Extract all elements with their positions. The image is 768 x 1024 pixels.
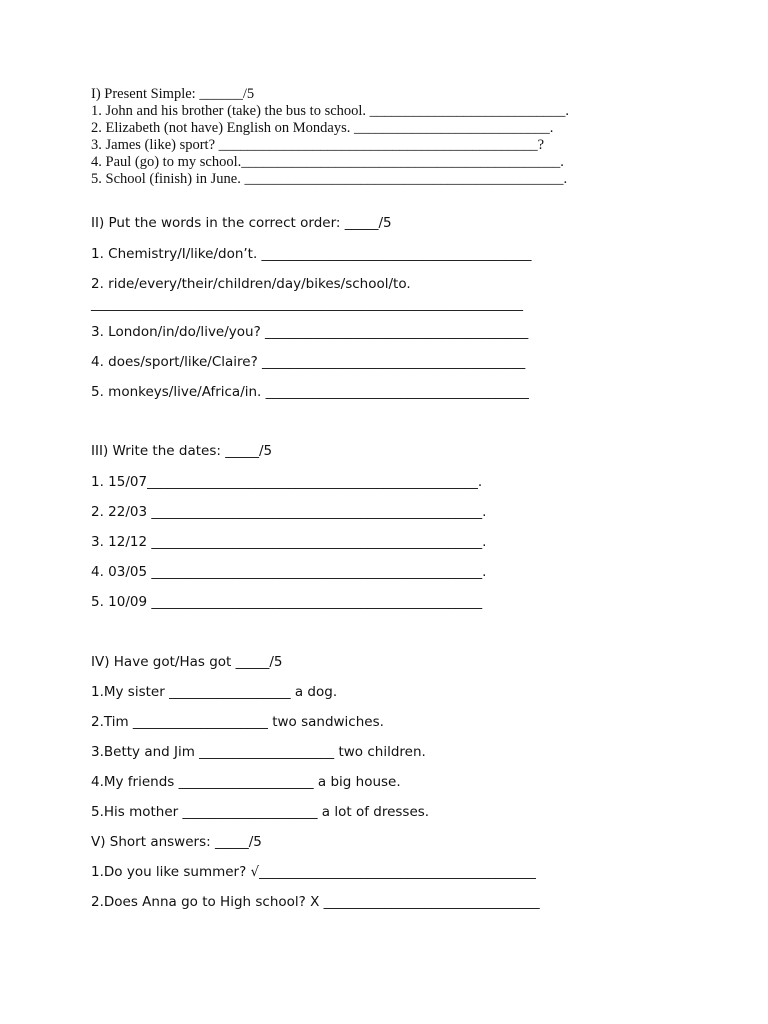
exercise-item: 3. 12/12 _________________________________________________. (91, 534, 487, 550)
exercise-item: 1. Chemistry/I/like/don’t. ________________________________________ (91, 246, 532, 262)
exercise-item: 2. Elizabeth (not have) English on Mondays. ___________________________. (91, 120, 554, 136)
exercise-item: 1. John and his brother (take) the bus to school. ___________________________. (91, 103, 570, 119)
exercise-item: 5. School (finish) in June. ____________________________________________. (91, 171, 568, 187)
exercise-item: 5.His mother ____________________ a lot of dresses. (91, 804, 430, 820)
exercise-item: 1.My sister __________________ a dog. (91, 684, 338, 700)
exercise-item: 3.Betty and Jim ____________________ two children. (91, 744, 426, 760)
section-3-heading: III) Write the dates: _____/5 (91, 443, 273, 459)
exercise-item: 4.My friends ____________________ a big house. (91, 774, 401, 790)
section-4-heading: IV) Have got/Has got _____/5 (91, 654, 283, 670)
exercise-item: 1.Do you like summer? √_________________________________________ (91, 864, 536, 880)
exercise-item: 5. monkeys/live/Africa/in. _______________________________________ (91, 384, 529, 400)
exercise-item: 2. ride/every/their/children/day/bikes/school/to. (91, 276, 411, 292)
exercise-item: 2.Does Anna go to High school? X ________________________________ (91, 894, 540, 910)
exercise-item: 4. 03/05 _________________________________________________. (91, 564, 487, 580)
exercise-item: 4. Paul (go) to my school.____________________________________________. (91, 154, 564, 170)
exercise-item: 4. does/sport/like/Claire? _______________________________________ (91, 354, 526, 370)
section-1-heading: I) Present Simple: ______/5 (91, 86, 255, 102)
exercise-item: 5. 10/09 _________________________________________________ (91, 594, 483, 610)
exercise-item: 1. 15/07_________________________________________________. (91, 474, 483, 490)
section-2-heading: II) Put the words in the correct order: _____/5 (91, 215, 392, 231)
exercise-item: 3. London/in/do/live/you? _______________________________________ (91, 324, 529, 340)
exercise-item: 2.Tim ____________________ two sandwiches. (91, 714, 384, 730)
exercise-item: 2. 22/03 _________________________________________________. (91, 504, 487, 520)
exercise-item: 3. James (like) sport? ____________________________________________? (91, 137, 545, 153)
answer-line: ________________________________________________________________ (91, 296, 523, 312)
section-5-heading: V) Short answers: _____/5 (91, 834, 262, 850)
